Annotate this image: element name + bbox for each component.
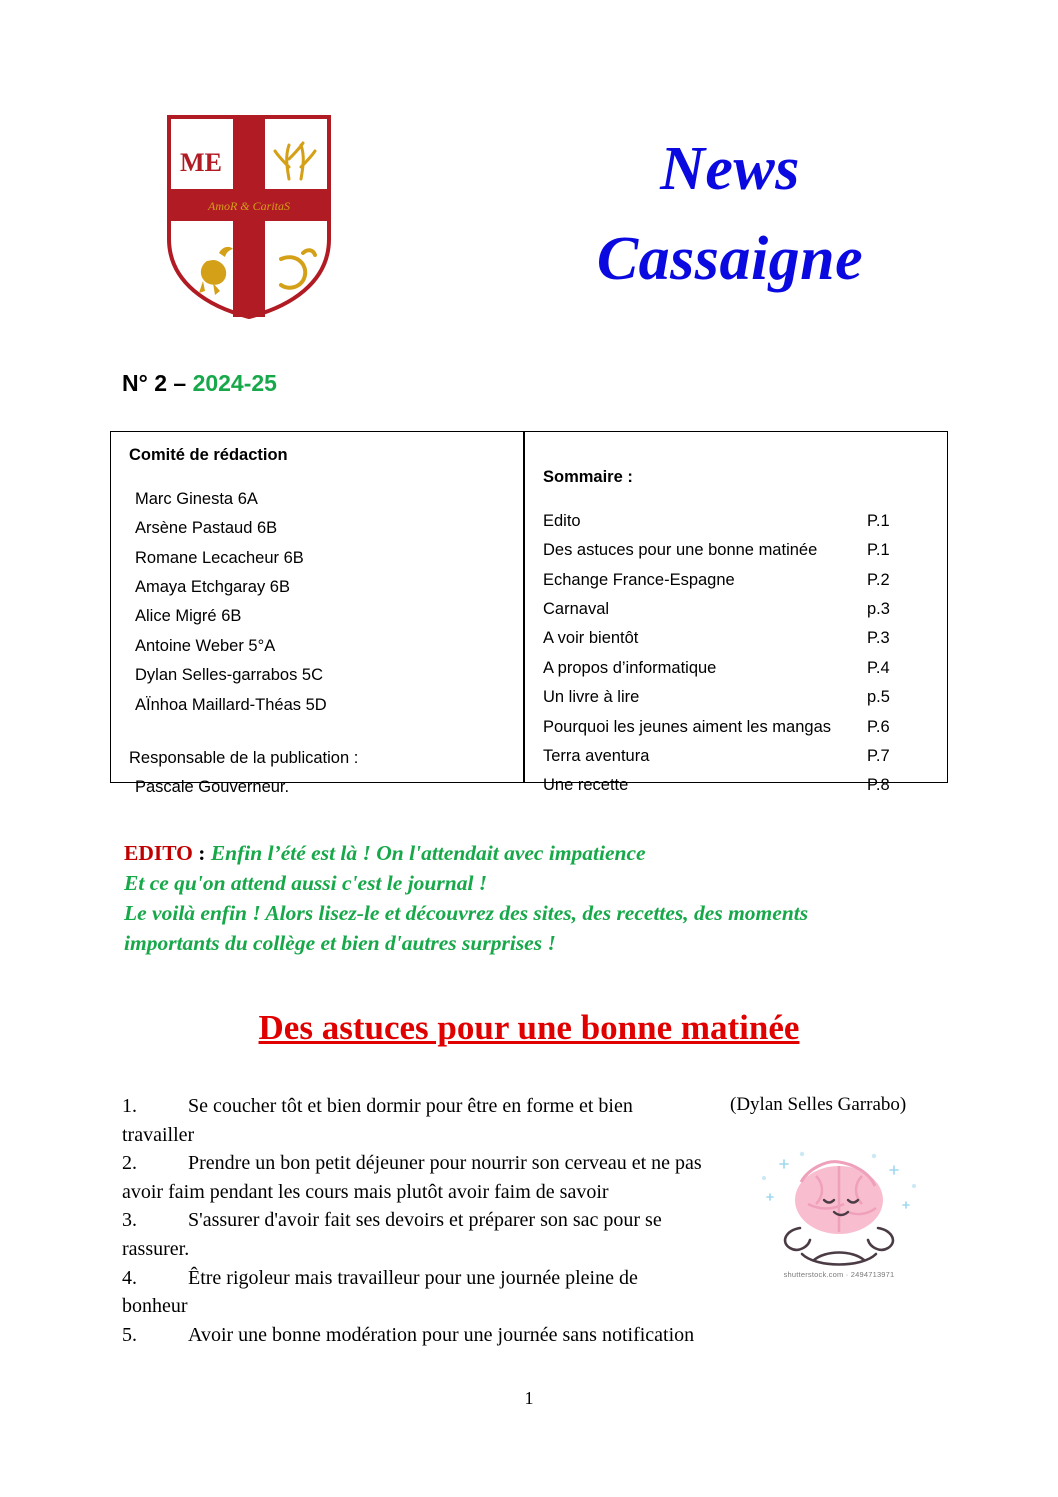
toc-entry-page: p.3 — [867, 600, 890, 619]
toc-entry-title: Des astuces pour une bonne matinée — [543, 541, 818, 560]
toc-row — [543, 654, 931, 683]
toc-entry-title: A voir bientôt — [543, 629, 639, 648]
summary-title: Sommaire : — [543, 468, 633, 486]
edito-line-2: Et ce qu'on attend aussi c'est le journal ! — [124, 871, 488, 896]
toc-entry-page: P.2 — [867, 570, 890, 589]
toc-entry-page: P.8 — [867, 776, 890, 795]
tip-number: 2. — [122, 1152, 137, 1175]
list-item: Marc Ginesta 6A — [135, 490, 258, 508]
edito-line-4: importants du collège et bien d'autres surprises ! — [124, 931, 556, 956]
committee-member-list — [129, 485, 505, 720]
list-item — [122, 1149, 702, 1206]
toc-entry-title: Carnaval — [543, 600, 610, 619]
list-item: Romane Lecacheur 6B — [135, 548, 304, 567]
toc-entry-title: Une recette — [543, 776, 629, 795]
article-body — [122, 1092, 702, 1349]
responsible-label: Responsable de la publication : — [129, 748, 359, 767]
publication-responsible — [129, 744, 505, 803]
school-crest-logo — [163, 111, 335, 323]
toc-row — [543, 771, 931, 800]
article-byline: (Dylan Selles Garrabo) — [730, 1094, 907, 1115]
list-item: Dylan Selles-garrabos 5C — [135, 666, 324, 685]
list-item — [122, 1206, 702, 1263]
toc-entry-page: P.3 — [867, 629, 890, 648]
tip-number: 1. — [122, 1095, 137, 1117]
edito-label: EDITO — [124, 841, 193, 865]
tip-number: 4. — [122, 1266, 137, 1289]
toc-entry-title: Terra aventura — [543, 746, 650, 765]
toc-entry-title: Echange France-Espagne — [543, 570, 735, 589]
tip-number: 5. — [122, 1323, 137, 1346]
committee-title: Comité de rédaction — [129, 446, 288, 464]
editorial-committee-box — [110, 431, 524, 797]
tip-number: 3. — [122, 1209, 137, 1232]
toc-entry-page: P.1 — [867, 512, 890, 530]
list-item: AÏnhoa Maillard-Théas 5D — [135, 695, 327, 714]
issue-number: N° 2 – — [122, 370, 187, 396]
masthead-line-2: Cassaigne — [596, 224, 864, 293]
edito-line-1: Enfin l’été est là ! On l'attendait avec impatience — [210, 841, 646, 865]
page-number: 1 — [524, 1388, 534, 1408]
toc-row — [543, 742, 931, 771]
list-item: Antoine Weber 5°A — [135, 636, 276, 655]
issue-line — [122, 370, 277, 397]
page-header — [0, 95, 1058, 345]
toc-row — [543, 507, 931, 536]
toc-row — [543, 536, 931, 565]
toc-row — [543, 713, 931, 742]
article-title: Des astuces pour une bonne matinée — [258, 1008, 800, 1047]
tip-text: S'assurer d'avoir fait ses devoirs et préparer son sac pour se rassurer. — [122, 1209, 662, 1260]
list-item: Amaya Etchgaray 6B — [135, 578, 290, 597]
issue-year: 2024-25 — [192, 370, 277, 396]
table-of-contents — [543, 507, 931, 801]
edito-colon: : — [192, 841, 211, 865]
tip-text: Être rigoleur mais travailleur pour une journée pleine de bonheur — [122, 1266, 638, 1318]
toc-entry-page: P.4 — [867, 658, 890, 677]
toc-entry-title: Edito — [543, 512, 581, 530]
list-item: Alice Migré 6B — [135, 607, 242, 626]
list-item — [122, 1264, 702, 1321]
svg-text:ME: ME — [180, 148, 222, 177]
info-boxes — [110, 431, 948, 797]
toc-row — [543, 683, 931, 712]
masthead-line-1: News — [660, 135, 800, 203]
toc-row — [543, 624, 931, 653]
toc-entry-page: P.7 — [867, 746, 890, 765]
toc-row — [543, 595, 931, 624]
toc-entry-title: Un livre à lire — [543, 688, 640, 707]
summary-box — [524, 431, 948, 795]
responsible-name: Pascale Gouverneur. — [135, 778, 290, 797]
toc-entry-title: Pourquoi les jeunes aiment les mangas — [543, 717, 832, 736]
list-item — [122, 1321, 702, 1350]
toc-entry-page: P.1 — [867, 541, 890, 560]
list-item — [122, 1092, 702, 1149]
tip-text: Se coucher tôt et bien dormir pour être en forme et bien travailler — [122, 1095, 633, 1146]
toc-entry-title: A propos d’informatique — [543, 658, 717, 677]
svg-text:AmoR & CaritaS: AmoR & CaritaS — [207, 199, 291, 213]
toc-entry-page: P.6 — [867, 717, 890, 736]
masthead-title — [430, 125, 1030, 305]
edito-line-3: Le voilà enfin ! Alors lisez-le et découvrez des sites, des recettes, des moments — [124, 901, 809, 926]
toc-entry-page: p.5 — [867, 688, 890, 707]
list-item: Arsène Pastaud 6B — [135, 519, 278, 538]
tip-text: Avoir une bonne modération pour une journée sans notification — [188, 1323, 695, 1346]
toc-row — [543, 566, 931, 595]
image-credit: shutterstock.com · 2494713971 — [783, 1270, 895, 1279]
edito-section — [124, 838, 944, 958]
tip-text: Prendre un bon petit déjeuner pour nourrir son cerveau et ne pas avoir faim pendant les cours mais plutôt avoir faim de savoir — [122, 1152, 702, 1203]
